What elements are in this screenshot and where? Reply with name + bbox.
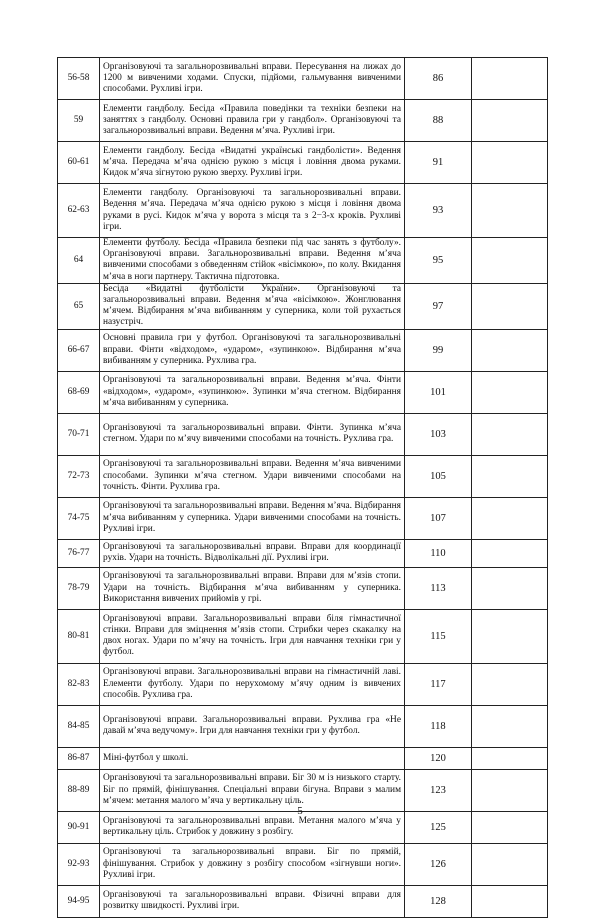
table-row	[58, 455, 548, 497]
lesson-plan-table	[57, 57, 548, 918]
lesson-number: 60-61	[58, 142, 100, 184]
lesson-page: 115	[405, 609, 472, 663]
lesson-description: Організовуючі та загальнорозвивальні вправи. Вправи для координації рухів. Удари на точність. Відволікальні дії. Рухливі ігри.	[100, 539, 405, 567]
lesson-description: Міні-футбол у школі.	[100, 747, 405, 769]
lesson-page: 120	[405, 747, 472, 769]
lesson-description: Організовуючі та загальнорозвивальні вправи. Ведення м’яча вивченими способами. Зупинки м’яча стегном. Удари вивченими способами на точність. Фінти. Рухлива гра.	[100, 455, 405, 497]
notes-cell	[472, 885, 548, 917]
lesson-page: 91	[405, 142, 472, 184]
lesson-number: 88-89	[58, 769, 100, 811]
lesson-number: 94-95	[58, 885, 100, 917]
notes-cell	[472, 705, 548, 747]
lesson-description: Організовуючі вправи. Загальнорозвивальні вправи. Рухлива гра «Не давай м’яча ведучому». Ігри для навчання техніки гри у футбол.	[100, 705, 405, 747]
notes-cell	[472, 329, 548, 371]
lesson-page: 99	[405, 329, 472, 371]
lesson-number: 84-85	[58, 705, 100, 747]
lesson-number: 82-83	[58, 663, 100, 705]
table-row	[58, 705, 548, 747]
lesson-description: Організовуючі та загальнорозвивальні вправи. Пересування на лижах до 1200 м вивченими ходами. Спуски, підйоми, гальмування вивченими способами. Рухливі ігри.	[100, 58, 405, 100]
page-number: 5	[297, 805, 303, 817]
lesson-description: Організовуючі вправи. Загальнорозвивальні вправи біля гімнастичної стінки. Вправи для зміцнення м’язів стопи. Стрибки через скакалку на двох ногах. Удари по м’ячу на точність. Ігри для навчання техніки гри у футбол.	[100, 609, 405, 663]
notes-cell	[472, 100, 548, 142]
table-row	[58, 283, 548, 329]
lesson-description: Організовуючі та загальнорозвивальні вправи. Фізичні вправи для розвитку швидкості. Рухливі ігри.	[100, 885, 405, 917]
notes-cell	[472, 413, 548, 455]
lesson-page: 117	[405, 663, 472, 705]
lesson-page: 95	[405, 238, 472, 284]
lesson-page: 88	[405, 100, 472, 142]
lesson-page: 110	[405, 539, 472, 567]
lesson-description: Елементи гандболу. Бесіда «Видатні українські гандболісти». Ведення м’яча. Передача м’яча однією рукою з місця і ловіння двома руками. Кидок м’яча зігнутою рукою зверху. Рухливі ігри.	[100, 142, 405, 184]
notes-cell	[472, 142, 548, 184]
lesson-number: 66-67	[58, 329, 100, 371]
lesson-page: 107	[405, 497, 472, 539]
lesson-number: 65	[58, 283, 100, 329]
table-row	[58, 609, 548, 663]
lesson-number: 86-87	[58, 747, 100, 769]
lesson-description: Організовуючі та загальнорозвивальні вправи. Ведення м’яча. Фінти «відходом», «ударом», «зупинкою». Зупинки м’яча стегном. Відбирання м’яча вибиванням у суперника.	[100, 371, 405, 413]
lesson-number: 70-71	[58, 413, 100, 455]
notes-cell	[472, 663, 548, 705]
table-row	[58, 329, 548, 371]
table-row	[58, 747, 548, 769]
table-row	[58, 413, 548, 455]
notes-cell	[472, 184, 548, 238]
lesson-number: 72-73	[58, 455, 100, 497]
lesson-page: 93	[405, 184, 472, 238]
notes-cell	[472, 455, 548, 497]
lesson-rows	[58, 58, 548, 918]
lesson-page: 113	[405, 567, 472, 609]
table-row	[58, 567, 548, 609]
notes-cell	[472, 238, 548, 284]
lesson-page: 126	[405, 843, 472, 885]
lesson-page: 128	[405, 885, 472, 917]
table-row	[58, 238, 548, 284]
lesson-page: 105	[405, 455, 472, 497]
notes-cell	[472, 747, 548, 769]
lesson-number: 59	[58, 100, 100, 142]
lesson-number: 92-93	[58, 843, 100, 885]
lesson-description: Елементи футболу. Бесіда «Правила безпеки під час занять з футболу». Організовуючі вправи. Загальнорозвивальні вправи. Ведення м’яча вивченими способами з обведенням стійок «вісімкою», по колу. Вкидання м’яча в ноги партнеру. Тактична підготовка.	[100, 238, 405, 284]
lesson-description: Організовуючі та загальнорозвивальні вправи. Метання малого м’яча у вертикальну ціль. Стрибок у довжину з розбігу.	[100, 811, 405, 843]
lesson-page: 125	[405, 811, 472, 843]
table-row	[58, 843, 548, 885]
lesson-page: 123	[405, 769, 472, 811]
lesson-description: Організовуючі та загальнорозвивальні вправи. Фінти. Зупинка м’яча стегном. Удари по м’ячу вивченими способами на точність. Рухлива гра.	[100, 413, 405, 455]
lesson-description: Основні правила гри у футбол. Організовуючі та загальнорозвивальні вправи. Фінти «відходом», «ударом», «зупинкою». Відбирання м’яча вибиванням у суперника. Рухлива гра.	[100, 329, 405, 371]
lesson-description: Організовуючі та загальнорозвивальні вправи. Біг 30 м із низького старту. Біг по прямій, фінішування. Спеціальні вправи бігуна. Вправи з малим м’ячем: метання малого м’яча у вертикальну ціль.	[100, 769, 405, 811]
table-row	[58, 663, 548, 705]
lesson-description: Організовуючі та загальнорозвивальні вправи. Ведення м’яча. Відбирання м’яча вибиванням у суперника. Удари вивченими способами на точність. Рухливі ігри.	[100, 497, 405, 539]
lesson-number: 80-81	[58, 609, 100, 663]
notes-cell	[472, 609, 548, 663]
lesson-description: Елементи гандболу. Організовуючі та загальнорозвивальні вправи. Ведення м’яча. Передача м’яча однією рукою з місця і ловіння двома руками в русі. Кидок м’яча у ворота з місця та з 2−3-х кроків. Рухливі ігри.	[100, 184, 405, 238]
notes-cell	[472, 283, 548, 329]
lesson-description: Бесіда «Видатні футболісти України». Організовуючі та загальнорозвивальні вправи. Ведення м’яча «вісімкою». Жонглювання м’ячем. Відбирання м’яча вибиванням у суперника, коли той рухається назустріч.	[100, 283, 405, 329]
notes-cell	[472, 539, 548, 567]
lesson-page: 101	[405, 371, 472, 413]
table-row	[58, 142, 548, 184]
lesson-description: Організовуючі та загальнорозвивальні вправи. Біг по прямій, фінішування. Стрибок у довжину з розбігу способом «зігнувши ноги». Рухливі ігри.	[100, 843, 405, 885]
lesson-number: 62-63	[58, 184, 100, 238]
notes-cell	[472, 843, 548, 885]
notes-cell	[472, 58, 548, 100]
lesson-number: 76-77	[58, 539, 100, 567]
lesson-description: Організовуючі вправи. Загальнорозвивальні вправи на гімнастичній лаві. Елементи футболу. Удари по нерухомому м’ячу одним із вивчених способів. Рухлива гра.	[100, 663, 405, 705]
lesson-number: 64	[58, 238, 100, 284]
notes-cell	[472, 371, 548, 413]
lesson-number: 78-79	[58, 567, 100, 609]
table-row	[58, 58, 548, 100]
lesson-number: 68-69	[58, 371, 100, 413]
table-row	[58, 885, 548, 917]
lesson-number: 74-75	[58, 497, 100, 539]
table-row	[58, 539, 548, 567]
lesson-number: 90-91	[58, 811, 100, 843]
lesson-plan-sheet	[57, 57, 547, 918]
lesson-page: 103	[405, 413, 472, 455]
notes-cell	[472, 567, 548, 609]
table-row	[58, 184, 548, 238]
table-row	[58, 371, 548, 413]
lesson-page: 97	[405, 283, 472, 329]
table-row	[58, 100, 548, 142]
lesson-page: 86	[405, 58, 472, 100]
notes-cell	[472, 497, 548, 539]
table-row	[58, 497, 548, 539]
lesson-page: 118	[405, 705, 472, 747]
lesson-description: Елементи гандболу. Бесіда «Правила поведінки та техніки безпеки на заняттях з гандболу. Основні правила гри у гандбол». Організовуючі та загальнорозвивальні вправи. Ведення м’яча. Рухливі ігри.	[100, 100, 405, 142]
lesson-description: Організовуючі та загальнорозвивальні вправи. Вправи для м’язів стопи. Удари на точність. Відбирання м’яча вибиванням у суперника. Використання вивчених прийомів у грі.	[100, 567, 405, 609]
lesson-number: 56-58	[58, 58, 100, 100]
